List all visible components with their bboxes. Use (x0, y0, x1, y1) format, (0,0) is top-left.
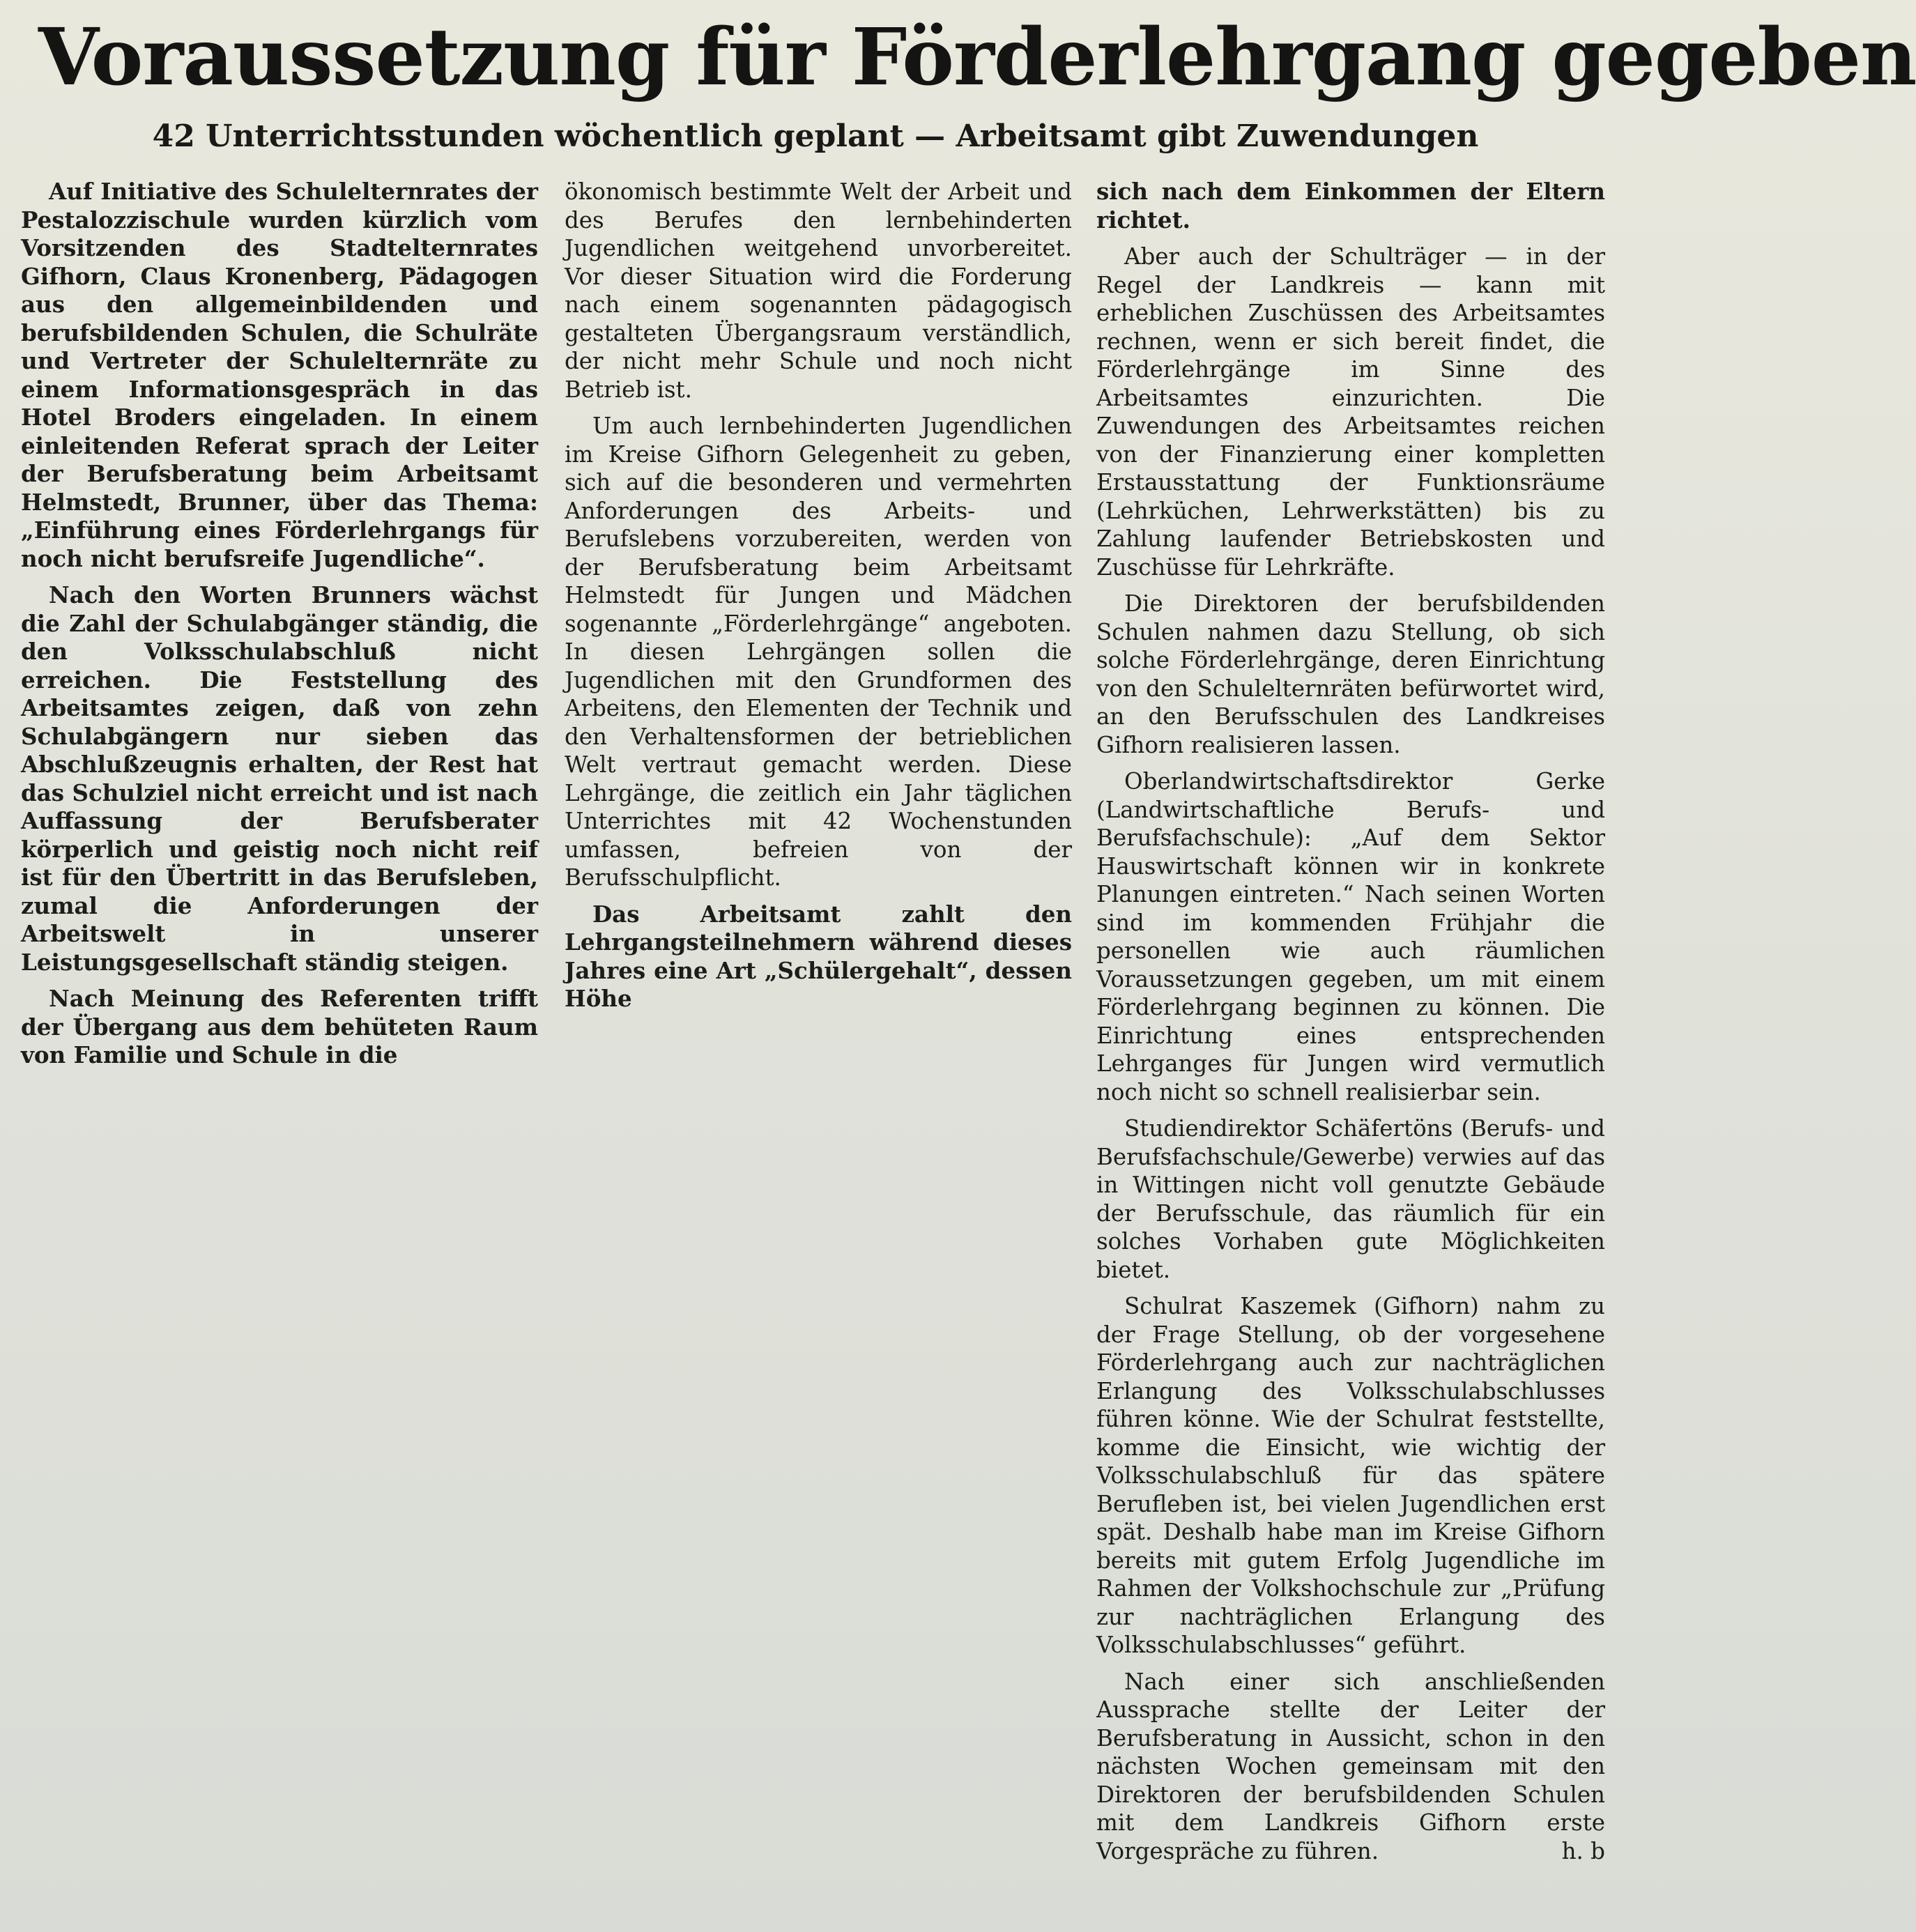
paragraph: Nach den Worten Brunners wächst die Zahl der Schulabgänger ständig, die den Volksschulabschluß nicht erreichen. Die Feststellung des Arbeitsamtes zeigen, daß von zehn Schulabgängern nur sieben das Abschlußzeugnis erhalten, der Rest hat das Schulziel nicht erreicht und ist nach Auffassung der Berufsberater körperlich und geistig noch nicht reif ist für den Übertritt in das Berufsleben, zumal die Anforderungen der Arbeitswelt in unserer Leistungsgesellschaft ständig steigen. (21, 581, 538, 976)
paragraph: Schulrat Kaszemek (Gifhorn) nahm zu der Frage Stellung, ob der vorgesehene Förderlehrgang auch zur nachträglichen Erlangung des Volksschulabschlusses führen könne. Wie der Schulrat feststellte, komme die Einsicht, wie wichtig der Volksschulabschluß für das spätere Berufleben ist, bei vielen Jugendlichen erst spät. Deshalb habe man im Kreise Gifhorn bereits mit gutem Erfolg Jugendliche im Rahmen der Volkshochschule zur „Prüfung zur nachträglichen Erlangung des Volksschulabschlusses“ geführt. (1096, 1293, 1605, 1658)
article-column-2 (565, 178, 1072, 1022)
paragraph: ökonomisch bestimmte Welt der Arbeit und des Berufes den lernbehinderten Jugendlichen weitgehend unvorbereitet. Vor dieser Situation wird die Forderung nach einem sogenannten pädagogisch gestalteten Übergangsraum verständlich, der nicht mehr Schule und noch nicht Betrieb ist. (565, 178, 1072, 403)
author-signature: h. b (1561, 1838, 1605, 1864)
paragraph: Auf Initiative des Schulelternrates der Pestalozzischule wurden kürzlich vom Vorsitzenden des Stadtelternrates Gifhorn, Claus Kronenberg, Pädagogen aus den allgemeinbildenden und berufsbildenden Schulen, die Schulräte und Vertreter der Schulelternräte zu einem Informationsgespräch in das Hotel Broders eingeladen. In einem einleitenden Referat sprach der Leiter der Berufsberatung beim Arbeitsamt Helmstedt, Brunner, über das Thema: „Einführung eines Förderlehrgangs für noch nicht berufsreife Jugendliche“. (21, 178, 538, 572)
paragraph: sich nach dem Einkommen der Eltern richtet. (1096, 178, 1605, 233)
article-column-3 (1096, 178, 1605, 1874)
subheadline: 42 Unterrichtsstunden wöchentlich geplant — Arbeitsamt gibt Zuwendungen (152, 118, 1479, 154)
paragraph: Oberlandwirtschaftsdirektor Gerke (Landwirtschaftliche Berufs- und Berufsfachschule): „Auf dem Sektor Hauswirtschaft können wir in konkrete Planungen eintreten.“ Nach seinen Worten sind im kommenden Frühjahr die personellen wie auch räumlichen Voraussetzungen gegeben, um mit einem Förderlehrgang beginnen zu können. Die Einrichtung eines entsprechenden Lehrganges für Jungen wird vermutlich noch nicht so schnell realisierbar sein. (1096, 768, 1605, 1105)
paragraph: Nach einer sich anschließenden Aussprache stellte der Leiter der Berufsberatung in Aussicht, schon in den nächsten Wochen gemeinsam mit den Direktoren der berufsbildenden Schulen mit dem Landkreis Gifhorn erste Vorgespräche zu führen. (1096, 1668, 1605, 1864)
paragraph: Die Direktoren der berufsbildenden Schulen nahmen dazu Stellung, ob sich solche Förderlehrgänge, deren Einrichtung von den Schulelternräten befürwortet wird, an den Berufsschulen des Landkreises Gifhorn realisieren lassen. (1096, 590, 1605, 758)
headline: Voraussetzung für Förderlehrgang gegeben (38, 12, 1916, 103)
article-column-1 (21, 178, 538, 1078)
paragraph: Aber auch der Schulträger — in der Regel der Landkreis — kann mit erheblichen Zuschüssen des Arbeitsamtes rechnen, wenn er sich bereit findet, die Förderlehrgänge im Sinne des Arbeitsamtes einzurichten. Die Zuwendungen des Arbeitsamtes reichen von der Finanzierung einer kompletten Erstausstattung der Funktionsräume (Lehrküchen, Lehrwerkstätten) bis zu Zahlung laufender Betriebskosten und Zuschüsse für Lehrkräfte. (1096, 243, 1605, 581)
paragraph: Studiendirektor Schäfertöns (Berufs- und Berufsfachschule/Gewerbe) verwies auf das in Wittingen nicht voll genutzte Gebäude der Berufsschule, das räumlich für ein solches Vorhaben gute Möglichkeiten bietet. (1096, 1115, 1605, 1283)
paragraph: Nach Meinung des Referenten trifft der Übergang aus dem behüteten Raum von Familie und Schule in die (21, 985, 538, 1068)
paragraph: Das Arbeitsamt zahlt den Lehrgangsteilnehmern während dieses Jahres eine Art „Schülergehalt“, dessen Höhe (565, 900, 1072, 1012)
paragraph: Um auch lernbehinderten Jugendlichen im Kreise Gifhorn Gelegenheit zu geben, sich auf die besonderen und vermehrten Anforderungen des Arbeits- und Berufslebens vorzubereiten, werden von der Berufsberatung beim Arbeitsamt Helmstedt für Jungen und Mädchen sogenannte „Förderlehrgänge“ angeboten. In diesen Lehrgängen sollen die Jugendlichen mit den Grundformen des Arbeitens, den Elementen der Technik und den Verhaltensformen der betrieblichen Welt vertraut gemacht werden. Diese Lehrgänge, die zeitlich ein Jahr täglichen Unterrichtes mit 42 Wochenstunden umfassen, befreien von der Berufsschulpflicht. (565, 413, 1072, 891)
